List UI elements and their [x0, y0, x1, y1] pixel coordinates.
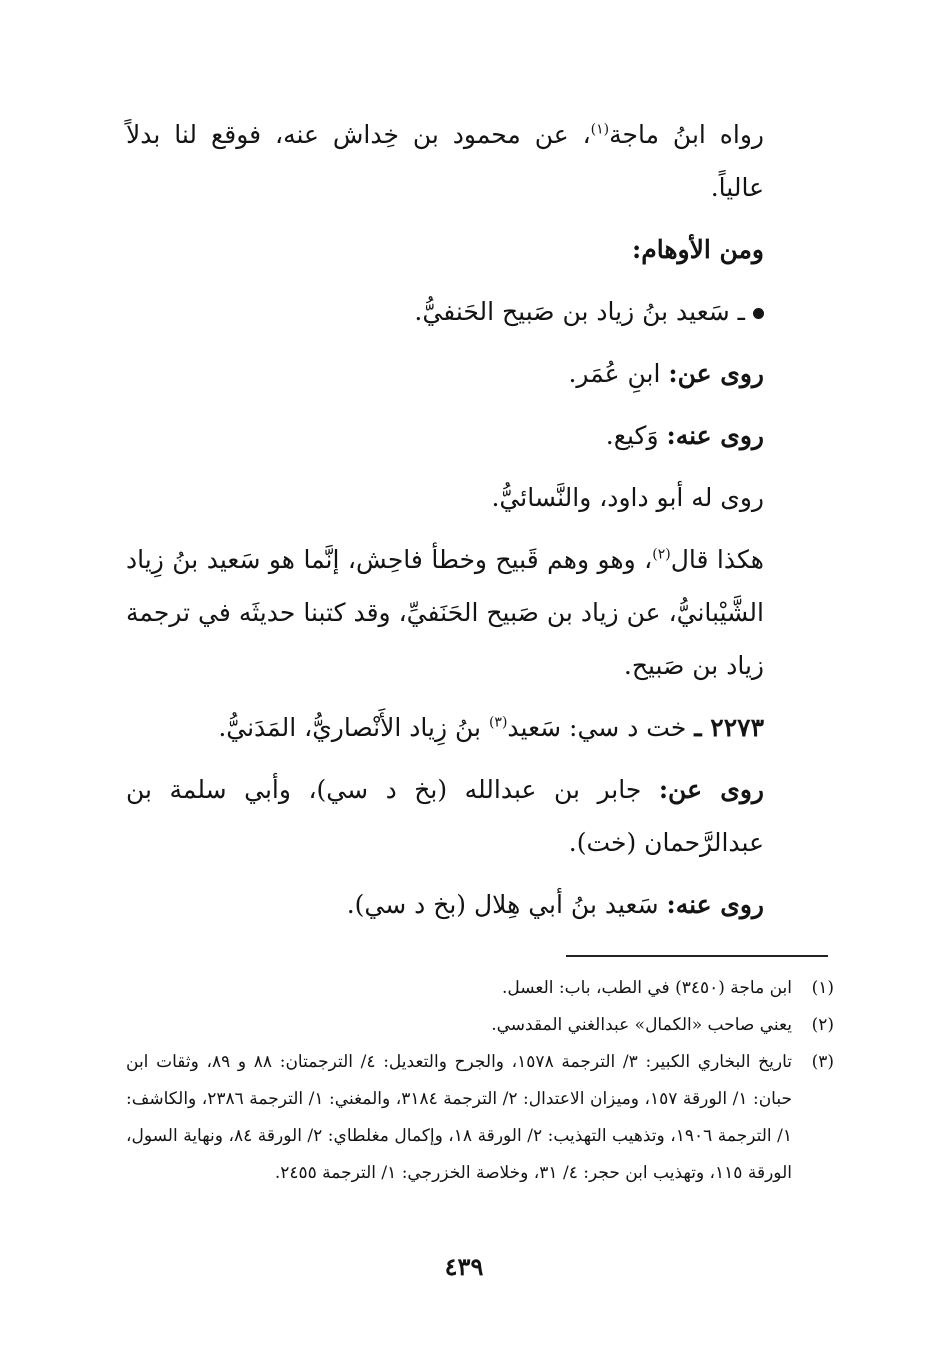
rawa-anhu-label: روى عنه: — [666, 890, 764, 919]
haka-rest: ، وهو وهم قَبيح وخطأ فاحِش، إنَّما هو سَعيد بنُ زِياد الشَّيْبانيُّ، عن زياد بن صَبيح الحَنَفيِّ، وقد كتبنا حديثَه في ترجمة زياد بن صَبيح. — [126, 545, 764, 680]
footnote-ref-2: (٢) — [652, 546, 671, 563]
entry1-name-b: بنُ زِياد الأَنْصاريُّ، المَدَنيُّ. — [218, 713, 481, 742]
rawa-anhu-value: سَعيد بنُ أبي هِلال (بخ د سي). — [346, 890, 659, 919]
page-number: ٤٣٩ — [444, 1252, 484, 1281]
bullet-icon — [753, 308, 764, 319]
ibn-majah-text: رواه ابنُ ماجة — [609, 120, 764, 149]
entry0-name-line — [126, 285, 834, 338]
rawa-an-value: ابنِ عُمَر. — [568, 359, 661, 388]
rawa-an-value: جابر بن عبدالله (بخ د سي)، وأبي سلمة بن عبدالرَّحمان (خت). — [126, 775, 764, 857]
entry0-rawa-an — [126, 347, 834, 400]
haka-text: هكذا قال — [670, 545, 764, 574]
entry-symbols: خت د سي: — [569, 713, 687, 742]
footnotes — [126, 970, 834, 1192]
entry0-rawa-anhu — [126, 409, 834, 462]
rawa-an-label: روى عن: — [668, 359, 764, 388]
entry1-name-a: سَعيد — [507, 713, 562, 742]
entry1-header — [126, 701, 834, 754]
awham-heading: ومن الأوهام: — [632, 235, 764, 264]
rawa-anhu-value: وَكيع. — [605, 421, 659, 450]
entry-number: ٢٢٧٣ ـ — [694, 713, 764, 742]
main-text — [126, 108, 834, 940]
rawa-an-label: روى عن: — [658, 775, 764, 804]
entry1-rawa-an — [126, 763, 834, 869]
footnote-2 — [126, 1007, 834, 1044]
entry0-name: ـ سَعيد بنُ زياد بن صَبيح الحَنفيُّ. — [414, 297, 745, 326]
footnote-text: ابن ماجة (٣٤٥٠) في الطب، باب: العسل. — [501, 978, 792, 998]
entry1-rawa-anhu — [126, 878, 834, 931]
entry0-rawa-lahu: روى له أبو داود، والنَّسائيُّ. — [491, 483, 764, 512]
footnote-3 — [126, 1044, 834, 1192]
footnote-ref-1: (١) — [590, 121, 610, 138]
footnote-number: (١) — [811, 978, 834, 998]
paragraph-ibn-majah — [126, 108, 834, 214]
footnote-number: (٢) — [811, 1015, 834, 1035]
footnote-separator — [566, 955, 828, 957]
paragraph-haka-qal — [126, 533, 834, 692]
footnote-1 — [126, 970, 834, 1007]
footnote-text: تاريخ البخاري الكبير: ٣/ الترجمة ١٥٧٨، والجرح والتعديل: ٤/ الترجمتان: ٨٨ و ٨٩، وثقات ابن حبان: ١/ الورقة ١٥٧، وميزان الاعتدال: ٢/ الترجمة ٣١٨٤، والمغني: ١/ الترجمة ٢٣٨٦، والكاشف: ١/ الترجمة ١٩٠٦، وتذهيب التهذيب: ٢/ الورقة ١٨، وإكمال مغلطاي: ٢/ الورقة ٨٤، ونهاية السول، الورقة ١١٥، وتهذيب ابن حجر: ٤/ ٣١، وخلاصة الخزرجي: ١/ الترجمة ٢٤٥٥. — [126, 1052, 793, 1183]
footnote-text: يعني صاحب «الكمال» عبدالغني المقدسي. — [491, 1015, 792, 1035]
ibn-majah-rest: ، عن محمود بن خِداش عنه، فوقع لنا بدلاً عالياً. — [126, 120, 764, 202]
footnote-ref-3: (٣) — [488, 714, 508, 731]
rawa-anhu-label: روى عنه: — [666, 421, 764, 450]
footnote-number: (٣) — [811, 1052, 834, 1072]
